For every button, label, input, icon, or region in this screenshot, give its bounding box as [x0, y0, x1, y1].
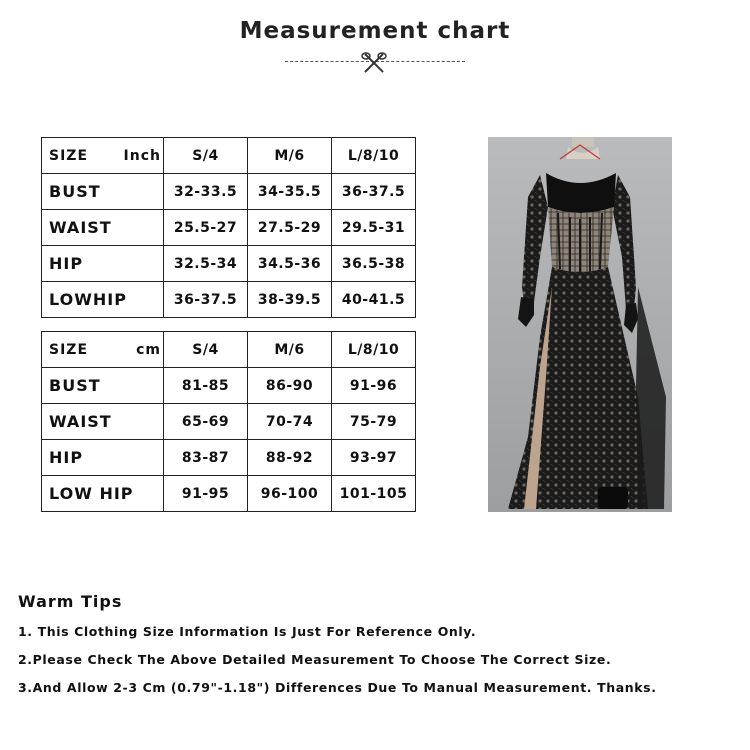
value-cell: 36-37.5	[164, 282, 248, 318]
value-cell: 86-90	[248, 368, 332, 404]
value-cell: 96-100	[248, 476, 332, 512]
value-cell: 75-79	[332, 404, 416, 440]
header-label: SIZE	[49, 341, 89, 358]
size-cell: S/4	[164, 332, 248, 368]
size-table-inch	[41, 137, 416, 318]
scissors-icon	[361, 52, 389, 74]
table-row	[42, 174, 416, 210]
header-cell	[42, 332, 164, 368]
row-label: BUST	[42, 368, 164, 404]
dress-illustration	[488, 137, 672, 512]
value-cell: 91-95	[164, 476, 248, 512]
header-unit: Inch	[123, 147, 161, 164]
header-cell	[42, 138, 164, 174]
value-cell: 32-33.5	[164, 174, 248, 210]
row-label: WAIST	[42, 210, 164, 246]
header-unit: cm	[136, 341, 161, 358]
row-label: LOWHIP	[42, 282, 164, 318]
title-divider	[285, 52, 465, 72]
value-cell: 40-41.5	[332, 282, 416, 318]
row-label: BUST	[42, 174, 164, 210]
tip-item: 2.Please Check The Above Detailed Measurement To Choose The Correct Size.	[18, 652, 612, 667]
row-label: WAIST	[42, 404, 164, 440]
value-cell: 29.5-31	[332, 210, 416, 246]
value-cell: 93-97	[332, 440, 416, 476]
value-cell: 38-39.5	[248, 282, 332, 318]
size-cell: M/6	[248, 332, 332, 368]
value-cell: 83-87	[164, 440, 248, 476]
size-cell: S/4	[164, 138, 248, 174]
row-label: HIP	[42, 440, 164, 476]
value-cell: 65-69	[164, 404, 248, 440]
value-cell: 101-105	[332, 476, 416, 512]
value-cell: 81-85	[164, 368, 248, 404]
table-row	[42, 476, 416, 512]
product-photo	[488, 137, 672, 512]
table-header-row	[42, 138, 416, 174]
size-cell: L/8/10	[332, 138, 416, 174]
value-cell: 34.5-36	[248, 246, 332, 282]
table-row	[42, 404, 416, 440]
value-cell: 36-37.5	[332, 174, 416, 210]
size-cell: L/8/10	[332, 332, 416, 368]
value-cell: 91-96	[332, 368, 416, 404]
value-cell: 25.5-27	[164, 210, 248, 246]
tip-item: 3.And Allow 2-3 Cm (0.79"-1.18") Differences Due To Manual Measurement. Thanks.	[18, 680, 657, 695]
size-table-cm	[41, 331, 416, 512]
table-row	[42, 246, 416, 282]
table-row	[42, 210, 416, 246]
table-row	[42, 368, 416, 404]
value-cell: 36.5-38	[332, 246, 416, 282]
tip-item: 1. This Clothing Size Information Is Just For Reference Only.	[18, 624, 477, 639]
value-cell: 88-92	[248, 440, 332, 476]
value-cell: 70-74	[248, 404, 332, 440]
value-cell: 27.5-29	[248, 210, 332, 246]
value-cell: 34-35.5	[248, 174, 332, 210]
table-header-row	[42, 332, 416, 368]
table-row	[42, 282, 416, 318]
warm-tips-title: Warm Tips	[18, 592, 123, 611]
table-row	[42, 440, 416, 476]
value-cell: 32.5-34	[164, 246, 248, 282]
size-cell: M/6	[248, 138, 332, 174]
page-title: Measurement chart	[239, 18, 511, 44]
row-label: HIP	[42, 246, 164, 282]
header-label: SIZE	[49, 147, 89, 164]
row-label: LOW HIP	[42, 476, 164, 512]
